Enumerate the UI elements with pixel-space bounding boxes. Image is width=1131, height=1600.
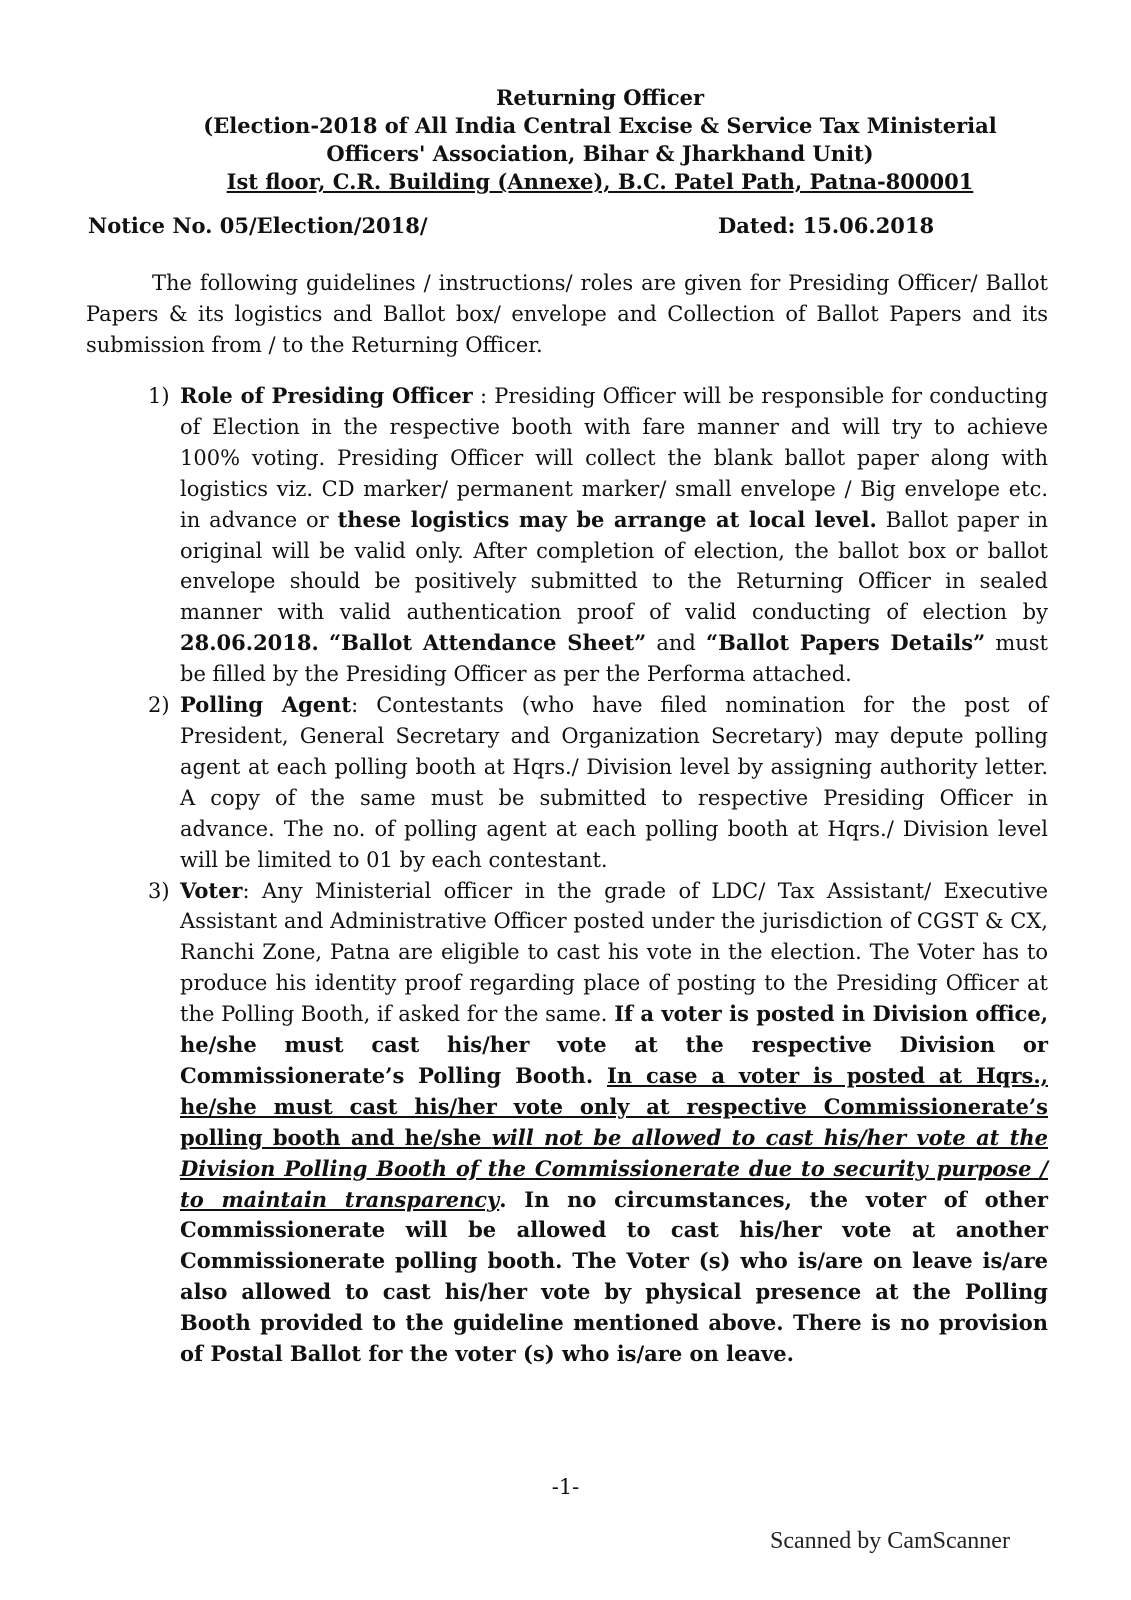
item-bold-text: these logistics may be arrange at local level. — [337, 506, 877, 532]
item-underlined-text: In case a voter is posted at Hqrs., he/she must cast his/her vote only at respective Commissionerate’s polling booth and he/she — [180, 1062, 1049, 1150]
header-address: Ist floor, C.R. Building (Annexe), B.C. Patel Path, Patna-800001 — [226, 169, 974, 194]
item-text: : Contestants (who have filed nomination for the post of President, General Secretary and Organization Secretary) may depute polling agent at each polling booth at Hqrs./ Division level by assigning authority letter. A copy of the same must be submitted to respective Presiding Officer in advance. The no. of polling agent at each polling booth at Hqrs./ Division level will be limited to 01 by each contestant. — [180, 693, 1048, 872]
item-text: and — [646, 631, 707, 656]
item-title: Role of Presiding Officer — [180, 383, 473, 408]
item-bold-text: “Ballot Papers Details” — [706, 630, 986, 656]
list-item — [148, 876, 1048, 1371]
item-text: : Any Ministerial officer in the grade of LDC/ Tax Assistant/ Executive Assistant and Administrative Officer posted under the jurisdiction of CGST & CX, Ranchi Zone, Patna are eligible to cast his vote in the election. The Voter has to produce his identity proof regarding place of posting to the Presiding Officer at the Polling Booth, if asked for the same. — [180, 878, 1048, 1027]
item-number: 1) — [148, 384, 170, 408]
intro-paragraph: The following guidelines / instructions/ roles are given for Presiding Officer/ Ballot Papers & its logistics and Ballot box/ envelope and Collection of Ballot Papers and its submission from / to the Returning Officer. — [86, 271, 1048, 357]
notice-number: Notice No. 05/Election/2018/ — [88, 213, 428, 238]
deadline-date: 28.06.2018. — [180, 630, 319, 656]
header-association-line: Officers' Association, Bihar & Jharkhand Unit) — [326, 141, 874, 166]
item-number: 2) — [148, 693, 170, 718]
item-text — [319, 631, 329, 655]
item-bold-text: “Ballot Attendance Sheet” — [328, 630, 647, 656]
list-item — [148, 690, 1048, 875]
item-underlined-italic-text: will not be allowed to cast his/her vote at the Division Polling Booth of the Commissionerate due to security purpose / to maintain transparency — [180, 1124, 1049, 1212]
item-number: 3) — [148, 878, 170, 903]
header-election-line: (Election-2018 of All India Central Excise & Service Tax Ministerial — [203, 113, 997, 138]
item-text: Ballot paper in original will be valid only. After completion of election, the ballot box or ballot envelope should be positively submitted to the Returning Officer in sealed manner with valid authentication proof of valid conducting of election by — [180, 507, 1049, 625]
item-text: : Presiding Officer will be responsible for conducting of Election in the respective booth with fare manner and will try to achieve 100% voting. Presiding Officer will collect the blank ballot paper along with logistics viz. CD marker/ permanent marker/ small envelope / Big envelope etc. in advance or — [180, 384, 1049, 532]
letterhead — [150, 84, 1050, 196]
item-text: must be filled by the Presiding Officer as per the Performa attached. — [180, 631, 1048, 687]
page-number: -1- — [551, 1475, 580, 1499]
notice-date: Dated: 15.06.2018 — [718, 213, 935, 238]
list-item — [148, 381, 1048, 690]
item-bold-text: If a voter is posted in Division office, he/she must cast his/her vote at the respective Division or Commissionerate’s Polling Booth. — [180, 1001, 1049, 1088]
header-title: Returning Officer — [495, 85, 705, 110]
guidelines-list — [148, 381, 1048, 1370]
scanner-watermark: Scanned by CamScanner — [770, 1528, 1010, 1554]
item-title: Polling Agent — [180, 692, 352, 718]
item-bold-text: . In no circumstances, the voter of other Commissionerate will be allowed to cast his/her vote at another Commissionerate polling booth. The Voter (s) who is/are on leave is/are also allowed to cast his/her vote by physical presence at the Polling Booth provided to the guideline mentioned above. There is no provision of Postal Ballot for the voter (s) who is/are on leave. — [180, 1186, 1048, 1367]
item-title: Voter — [180, 877, 243, 903]
